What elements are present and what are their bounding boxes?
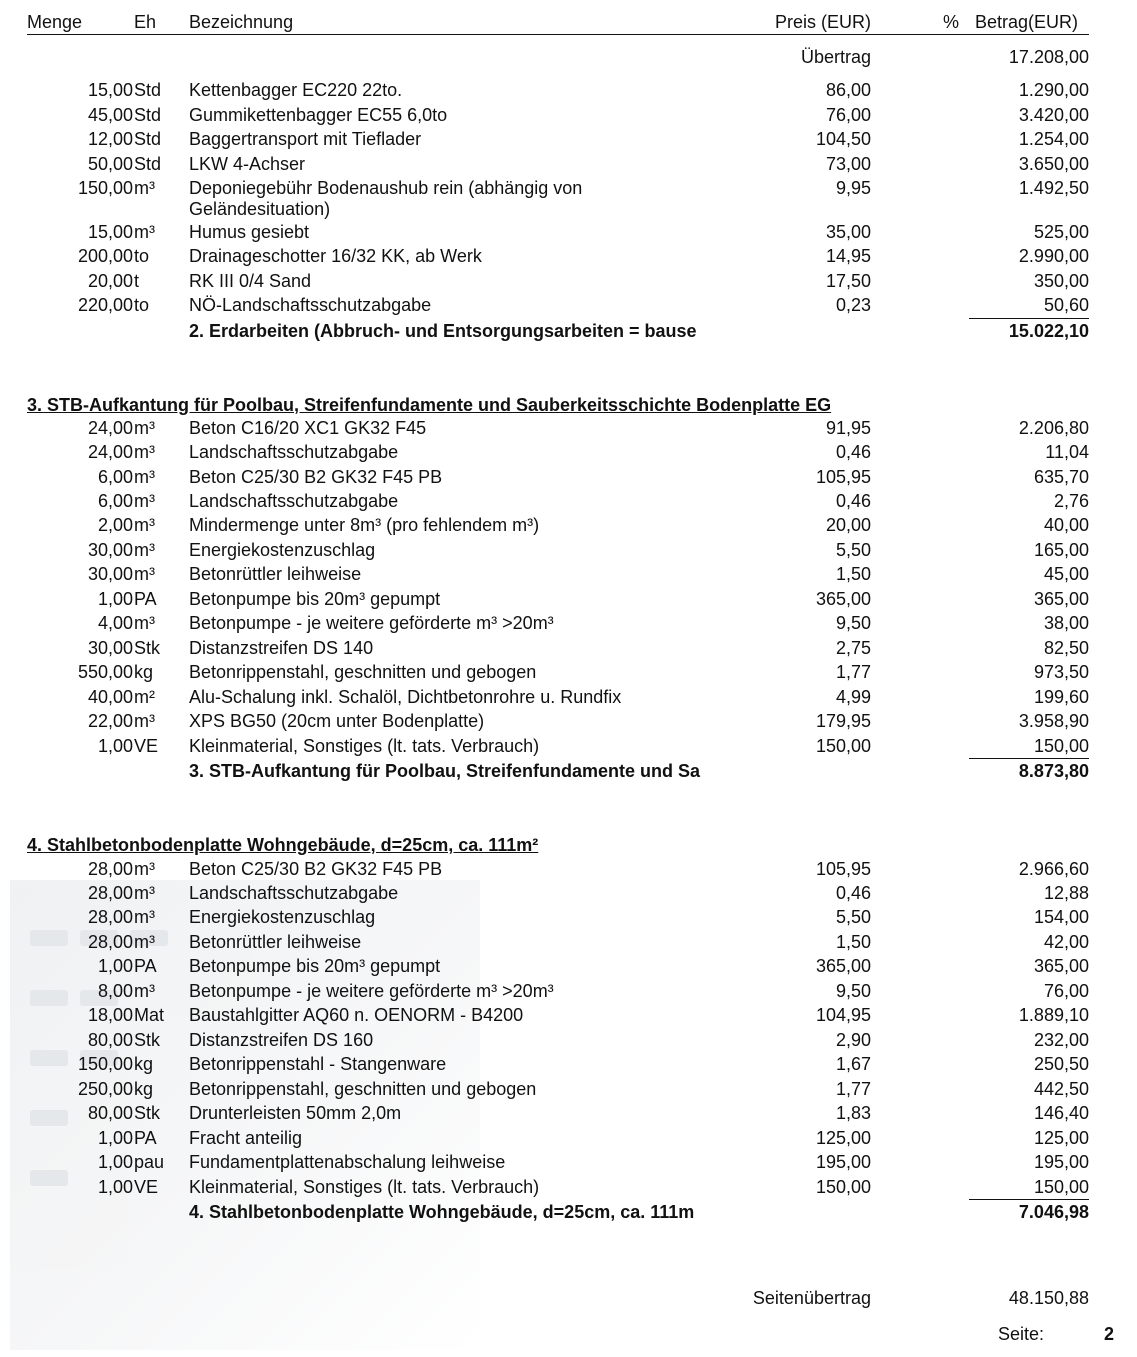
- item-price: 86,00: [825, 80, 871, 100]
- item-amount: 2.206,80: [1018, 418, 1089, 438]
- item-qty: 50,00: [87, 154, 133, 174]
- item-price: 2,75: [835, 638, 871, 658]
- table-row: [0, 176, 1137, 222]
- subtotal-value: 7.046,98: [1018, 1202, 1089, 1222]
- subtotal-row: [0, 1200, 1137, 1224]
- item-amount: 125,00: [1033, 1128, 1089, 1148]
- item-unit: Std: [134, 105, 162, 125]
- item-price: 20,00: [825, 515, 871, 535]
- subtotal-label: 3. STB-Aufkantung für Poolbau, Streifenfundamente und Sa: [189, 761, 701, 781]
- item-amount: 2.966,60: [1018, 859, 1089, 879]
- item-price: 4,99: [835, 687, 871, 707]
- item-price: 9,95: [835, 178, 871, 198]
- header-bezeichnung: Bezeichnung: [189, 12, 294, 32]
- item-amount: 1.492,50: [1018, 178, 1089, 198]
- item-amount: 154,00: [1033, 907, 1089, 927]
- item-desc: Landschaftsschutzabgabe: [189, 442, 399, 462]
- item-unit: kg: [134, 662, 154, 682]
- table-row: [0, 538, 1137, 562]
- table-row: [0, 1003, 1137, 1027]
- subtotal-label: 4. Stahlbetonbodenplatte Wohngebäude, d=25cm, ca. 111m: [189, 1202, 695, 1222]
- item-desc: Gummikettenbagger EC55 6,0to: [189, 105, 448, 125]
- item-price: 150,00: [815, 736, 871, 756]
- item-amount: 38,00: [1043, 613, 1089, 633]
- subtotal-value: 8.873,80: [1018, 761, 1089, 781]
- subtotal-label: 2. Erdarbeiten (Abbruch- und Entsorgungsarbeiten = bause: [189, 321, 697, 341]
- item-amount: 250,50: [1033, 1054, 1089, 1074]
- item-qty: 28,00: [87, 907, 133, 927]
- table-header: [0, 10, 1137, 34]
- item-amount: 50,60: [1043, 295, 1089, 315]
- table-row: [0, 465, 1137, 489]
- item-unit: Std: [134, 129, 162, 149]
- item-price: 1,50: [835, 564, 871, 584]
- item-unit: Std: [134, 154, 162, 174]
- page-number-row: [0, 1322, 1137, 1346]
- item-amount: 165,00: [1033, 540, 1089, 560]
- table-row: [0, 269, 1137, 293]
- item-unit: m³: [134, 711, 155, 731]
- item-desc: Energiekostenzuschlag: [189, 540, 376, 560]
- item-qty: 550,00: [77, 662, 133, 682]
- uebertrag-row: [0, 45, 1137, 69]
- item-unit: Stk: [134, 638, 161, 658]
- table-row: [0, 103, 1137, 127]
- item-desc: Drainageschotter 16/32 KK, ab Werk: [189, 246, 482, 266]
- item-qty: 80,00: [87, 1030, 133, 1050]
- item-desc: Betonpumpe bis 20m³ gepumpt: [189, 589, 441, 609]
- item-qty: 15,00: [87, 80, 133, 100]
- item-desc: Humus gesiebt: [189, 222, 310, 242]
- item-desc: Mindermenge unter 8m³ (pro fehlendem m³): [189, 515, 540, 535]
- item-amount: 12,88: [1043, 883, 1089, 903]
- item-qty: 30,00: [87, 564, 133, 584]
- item-qty: 80,00: [87, 1103, 133, 1123]
- item-qty: 28,00: [87, 859, 133, 879]
- item-unit: m³: [134, 442, 155, 462]
- item-unit: m²: [134, 687, 155, 707]
- item-price: 0,46: [835, 883, 871, 903]
- item-unit: m³: [134, 222, 155, 242]
- table-row: [0, 440, 1137, 464]
- item-unit: pau: [134, 1152, 165, 1172]
- item-unit: m³: [134, 540, 155, 560]
- table-row: [0, 416, 1137, 440]
- item-unit: Std: [134, 80, 162, 100]
- item-price: 1,77: [835, 662, 871, 682]
- item-qty: 28,00: [87, 883, 133, 903]
- item-price: 365,00: [815, 956, 871, 976]
- item-desc: Drunterleisten 50mm 2,0m: [189, 1103, 402, 1123]
- table-row: [0, 127, 1137, 151]
- item-desc: Baggertransport mit Tieflader: [189, 129, 422, 149]
- table-row: [0, 954, 1137, 978]
- item-unit: to: [134, 295, 150, 315]
- header-prozent: %: [943, 12, 960, 32]
- item-price: 365,00: [815, 589, 871, 609]
- item-qty: 24,00: [87, 418, 133, 438]
- item-desc: Betonrippenstahl, geschnitten und gebogen: [189, 1079, 537, 1099]
- item-price: 150,00: [815, 1177, 871, 1197]
- item-qty: 1,00: [97, 1177, 133, 1197]
- item-unit: VE: [134, 1177, 159, 1197]
- item-desc: Kettenbagger EC220 22to.: [189, 80, 403, 100]
- item-qty: 24,00: [87, 442, 133, 462]
- item-unit: m³: [134, 981, 155, 1001]
- item-unit: kg: [134, 1054, 154, 1074]
- item-qty: 150,00: [77, 178, 133, 198]
- table-row: [0, 293, 1137, 317]
- section-heading: [0, 393, 1137, 417]
- table-row: [0, 709, 1137, 733]
- item-amount: 40,00: [1043, 515, 1089, 535]
- header-divider: [27, 34, 1089, 35]
- item-price: 2,90: [835, 1030, 871, 1050]
- item-unit: VE: [134, 736, 159, 756]
- item-amount: 146,40: [1033, 1103, 1089, 1123]
- section-title: 4. Stahlbetonbodenplatte Wohngebäude, d=25cm, ca. 111m²: [27, 835, 539, 855]
- item-amount: 3.650,00: [1018, 154, 1089, 174]
- item-qty: 30,00: [87, 540, 133, 560]
- header-menge: Menge: [27, 12, 83, 32]
- table-row: [0, 905, 1137, 929]
- item-unit: m³: [134, 491, 155, 511]
- item-unit: m³: [134, 178, 155, 198]
- item-unit: m³: [134, 564, 155, 584]
- item-amount: 525,00: [1033, 222, 1089, 242]
- subtotal-row: [0, 319, 1137, 343]
- item-qty: 1,00: [97, 1128, 133, 1148]
- item-qty: 1,00: [97, 736, 133, 756]
- item-unit: to: [134, 246, 150, 266]
- item-desc: Beton C25/30 B2 GK32 F45 PB: [189, 467, 443, 487]
- item-unit: PA: [134, 956, 157, 976]
- page-label: Seite:: [998, 1324, 1045, 1344]
- item-desc: Energiekostenzuschlag: [189, 907, 376, 927]
- item-unit: PA: [134, 589, 157, 609]
- item-price: 1,83: [835, 1103, 871, 1123]
- item-qty: 250,00: [77, 1079, 133, 1099]
- item-desc: RK III 0/4 Sand: [189, 271, 312, 291]
- item-desc: Betonpumpe - je weitere geförderte m³ >20m³: [189, 981, 554, 1001]
- section-heading: [0, 833, 1137, 857]
- item-price: 14,95: [825, 246, 871, 266]
- item-amount: 150,00: [1033, 736, 1089, 756]
- item-desc: Baustahlgitter AQ60 n. OENORM - B4200: [189, 1005, 524, 1025]
- table-row: [0, 979, 1137, 1003]
- item-unit: kg: [134, 1079, 154, 1099]
- item-price: 5,50: [835, 540, 871, 560]
- item-price: 104,50: [815, 129, 871, 149]
- item-amount: 365,00: [1033, 589, 1089, 609]
- item-amount: 11,04: [1045, 442, 1089, 462]
- table-row: [0, 685, 1137, 709]
- item-amount: 350,00: [1033, 271, 1089, 291]
- item-qty: 15,00: [87, 222, 133, 242]
- table-row: [0, 1150, 1137, 1174]
- item-qty: 30,00: [87, 638, 133, 658]
- seitenuebertrag-row: [0, 1286, 1137, 1310]
- item-qty: 8,00: [97, 981, 133, 1001]
- item-desc: Betonrüttler leihweise: [189, 932, 362, 952]
- item-price: 1,77: [835, 1079, 871, 1099]
- item-unit: m³: [134, 932, 155, 952]
- item-qty: 20,00: [87, 271, 133, 291]
- uebertrag-value: 17.208,00: [1008, 47, 1089, 67]
- item-amount: 442,50: [1033, 1079, 1089, 1099]
- page-number: 2: [1104, 1324, 1115, 1344]
- table-row: [0, 881, 1137, 905]
- table-row: [0, 1126, 1137, 1150]
- table-row: [0, 220, 1137, 244]
- item-qty: 28,00: [87, 932, 133, 952]
- item-price: 5,50: [835, 907, 871, 927]
- item-price: 91,95: [825, 418, 871, 438]
- item-qty: 150,00: [77, 1054, 133, 1074]
- item-price: 1,50: [835, 932, 871, 952]
- subtotal-value: 15.022,10: [1008, 321, 1089, 341]
- item-qty: 1,00: [97, 589, 133, 609]
- item-price: 195,00: [815, 1152, 871, 1172]
- header-preis: Preis (EUR): [774, 12, 871, 32]
- item-desc: Beton C25/30 B2 GK32 F45 PB: [189, 859, 443, 879]
- item-desc: Kleinmaterial, Sonstiges (lt. tats. Verbrauch): [189, 1177, 540, 1197]
- item-desc: Betonrüttler leihweise: [189, 564, 362, 584]
- item-price: 0,46: [835, 491, 871, 511]
- table-row: [0, 930, 1137, 954]
- item-unit: PA: [134, 1128, 157, 1148]
- item-price: 35,00: [825, 222, 871, 242]
- item-desc: Distanzstreifen DS 140: [189, 638, 374, 658]
- table-row: [0, 1077, 1137, 1101]
- item-amount: 42,00: [1043, 932, 1089, 952]
- item-amount: 150,00: [1033, 1177, 1089, 1197]
- table-row: [0, 1052, 1137, 1076]
- item-price: 0,23: [835, 295, 871, 315]
- item-price: 105,95: [815, 467, 871, 487]
- item-desc: Landschaftsschutzabgabe: [189, 883, 399, 903]
- item-price: 105,95: [815, 859, 871, 879]
- table-row: [0, 1175, 1137, 1199]
- item-amount: 199,60: [1033, 687, 1089, 707]
- item-amount: 195,00: [1033, 1152, 1089, 1172]
- item-desc: XPS BG50 (20cm unter Bodenplatte): [189, 711, 485, 731]
- item-desc: Fracht anteilig: [189, 1128, 303, 1148]
- item-amount: 973,50: [1033, 662, 1089, 682]
- item-qty: 2,00: [97, 515, 133, 535]
- table-row: [0, 244, 1137, 268]
- table-row: [0, 734, 1137, 758]
- table-row: [0, 1028, 1137, 1052]
- item-price: 1,67: [835, 1054, 871, 1074]
- item-qty: 40,00: [87, 687, 133, 707]
- item-qty: 22,00: [87, 711, 133, 731]
- item-price: 179,95: [815, 711, 871, 731]
- item-price: 17,50: [825, 271, 871, 291]
- item-qty: 6,00: [97, 467, 133, 487]
- item-qty: 6,00: [97, 491, 133, 511]
- item-amount: 82,50: [1043, 638, 1089, 658]
- item-unit: Stk: [134, 1030, 161, 1050]
- item-qty: 4,00: [97, 613, 133, 633]
- item-price: 0,46: [835, 442, 871, 462]
- item-desc: Distanzstreifen DS 160: [189, 1030, 374, 1050]
- item-amount: 232,00: [1033, 1030, 1089, 1050]
- item-unit: m³: [134, 467, 155, 487]
- item-unit: m³: [134, 907, 155, 927]
- item-price: 76,00: [825, 105, 871, 125]
- item-desc: Betonpumpe - je weitere geförderte m³ >20m³: [189, 613, 554, 633]
- item-amount: 3.420,00: [1018, 105, 1089, 125]
- item-amount: 45,00: [1043, 564, 1089, 584]
- item-qty: 12,00: [87, 129, 133, 149]
- table-row: [0, 78, 1137, 102]
- item-unit: m³: [134, 883, 155, 903]
- item-amount: 1.889,10: [1018, 1005, 1089, 1025]
- item-qty: 1,00: [97, 1152, 133, 1172]
- item-desc: LKW 4-Achser: [189, 154, 306, 174]
- table-row: [0, 152, 1137, 176]
- item-unit: m³: [134, 515, 155, 535]
- item-price: 73,00: [825, 154, 871, 174]
- item-amount: 2.990,00: [1018, 246, 1089, 266]
- table-row: [0, 489, 1137, 513]
- item-desc: Fundamentplattenabschalung leihweise: [189, 1152, 506, 1172]
- item-desc: Kleinmaterial, Sonstiges (lt. tats. Verbrauch): [189, 736, 540, 756]
- item-desc: Beton C16/20 XC1 GK32 F45: [189, 418, 427, 438]
- item-price: 104,95: [815, 1005, 871, 1025]
- subtotal-row: [0, 759, 1137, 783]
- header-eh: Eh: [134, 12, 157, 32]
- table-row: [0, 636, 1137, 660]
- seitenuebertrag-value: 48.150,88: [1008, 1288, 1089, 1308]
- header-betrag: Betrag(EUR): [975, 12, 1079, 32]
- item-qty: 45,00: [87, 105, 133, 125]
- item-desc: Betonrippenstahl, geschnitten und gebogen: [189, 662, 537, 682]
- item-qty: 18,00: [87, 1005, 133, 1025]
- item-price: 9,50: [835, 613, 871, 633]
- uebertrag-label: Übertrag: [800, 47, 871, 67]
- item-price: 125,00: [815, 1128, 871, 1148]
- table-row: [0, 611, 1137, 635]
- item-amount: 1.290,00: [1018, 80, 1089, 100]
- table-row: [0, 1101, 1137, 1125]
- item-desc: Landschaftsschutzabgabe: [189, 491, 399, 511]
- item-unit: m³: [134, 418, 155, 438]
- item-amount: 365,00: [1033, 956, 1089, 976]
- item-qty: 1,00: [97, 956, 133, 976]
- item-amount: 635,70: [1033, 467, 1089, 487]
- item-desc: Betonpumpe bis 20m³ gepumpt: [189, 956, 441, 976]
- item-desc: Alu-Schalung inkl. Schalöl, Dichtbetonrohre u. Rundfix: [189, 687, 622, 707]
- item-unit: m³: [134, 859, 155, 879]
- item-unit: Stk: [134, 1103, 161, 1123]
- table-row: [0, 562, 1137, 586]
- item-desc: NÖ-Landschaftsschutzabgabe: [189, 295, 432, 315]
- item-unit: m³: [134, 613, 155, 633]
- table-row: [0, 857, 1137, 881]
- item-price: 9,50: [835, 981, 871, 1001]
- table-row: [0, 513, 1137, 537]
- item-qty: 220,00: [77, 295, 133, 315]
- section-title: 3. STB-Aufkantung für Poolbau, Streifenfundamente und Sauberkeitsschichte Bodenplatte EG: [27, 395, 832, 415]
- item-desc: Betonrippenstahl - Stangenware: [189, 1054, 447, 1074]
- table-row: [0, 587, 1137, 611]
- item-amount: 3.958,90: [1018, 711, 1089, 731]
- item-unit: t: [134, 271, 140, 291]
- item-qty: 200,00: [77, 246, 133, 266]
- item-amount: 76,00: [1043, 981, 1089, 1001]
- seitenuebertrag-label: Seitenübertrag: [752, 1288, 871, 1308]
- item-unit: Mat: [134, 1005, 165, 1025]
- item-amount: 1.254,00: [1018, 129, 1089, 149]
- item-amount: 2,76: [1053, 491, 1089, 511]
- table-row: [0, 660, 1137, 684]
- item-desc: Deponiegebühr Bodenaushub rein (abhängig von Geländesituation): [189, 178, 583, 219]
